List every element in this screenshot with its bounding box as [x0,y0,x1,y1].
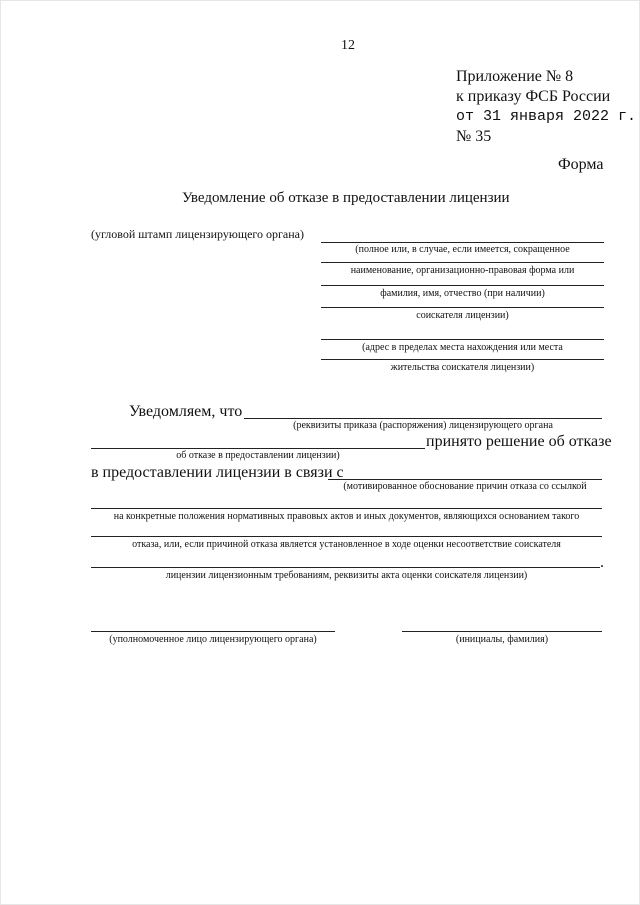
addressee-caption-4: соискателя лицензии) [416,310,509,321]
order-details-caption: (реквизиты приказа (распоряжения) лицензирующего органа [293,420,553,431]
addressee-line-2 [321,262,604,263]
reason-caption-1: (мотивированное обоснование причин отказа со ссылкой [343,481,587,492]
reason-caption-2: на конкретные положения нормативных правовых актов и иных документов, являющихся основанием такого [113,511,580,522]
order-details-line [244,418,602,419]
stamp-label: (угловой штамп лицензирующего органа) [91,227,305,241]
decision-text: принято решение об отказе [426,433,612,450]
appendix-line-4: № 35 [456,128,492,145]
addressee-caption-5: (адрес в пределах места нахождения или места [362,342,563,353]
addressee-caption-1: (полное или, в случае, если имеется, сокращенное [355,244,570,255]
reason-line-2 [91,508,602,509]
appendix-line-3: от 31 января 2022 г. [456,108,637,125]
appendix-line-2: к приказу ФСБ России [456,88,611,105]
order-details-line-2 [91,448,425,449]
reason-line-1 [328,479,602,480]
addressee-line-5 [321,339,604,340]
addressee-line-1 [321,242,604,243]
reason-caption-3: отказа, или, если причиной отказа является установленное в ходе оценки несоответствие соискателя [132,539,561,550]
document-title: Уведомление об отказе в предоставлении лицензии [182,190,510,206]
notify-text: Уведомляем, что [129,403,243,420]
order-details-caption-2: об отказе в предоставлении лицензии) [176,450,340,461]
initials-caption: (инициалы, фамилия) [455,634,549,645]
initials-line [402,631,602,632]
addressee-line-6 [321,359,604,360]
official-signature-line [91,631,335,632]
closing-period: . [600,554,604,571]
reason-caption-4: лицензии лицензионным требованиям, реквизиты акта оценки соискателя лицензии) [165,570,528,581]
page-number: 12 [341,38,355,53]
refusal-text: в предоставлении лицензии в связи с [91,464,344,481]
appendix-line-1: Приложение № 8 [456,68,574,85]
reason-line-3 [91,536,602,537]
addressee-line-4 [321,307,604,308]
addressee-caption-6: жительства соискателя лицензии) [390,362,535,373]
official-caption: (уполномоченное лицо лицензирующего органа) [109,634,317,645]
reason-line-4 [91,567,600,568]
addressee-line-3 [321,285,604,286]
addressee-caption-3: фамилия, имя, отчество (при наличии) [380,288,545,299]
form-label: Форма [558,156,604,173]
addressee-caption-2: наименование, организационно-правовая форма или [350,265,575,276]
